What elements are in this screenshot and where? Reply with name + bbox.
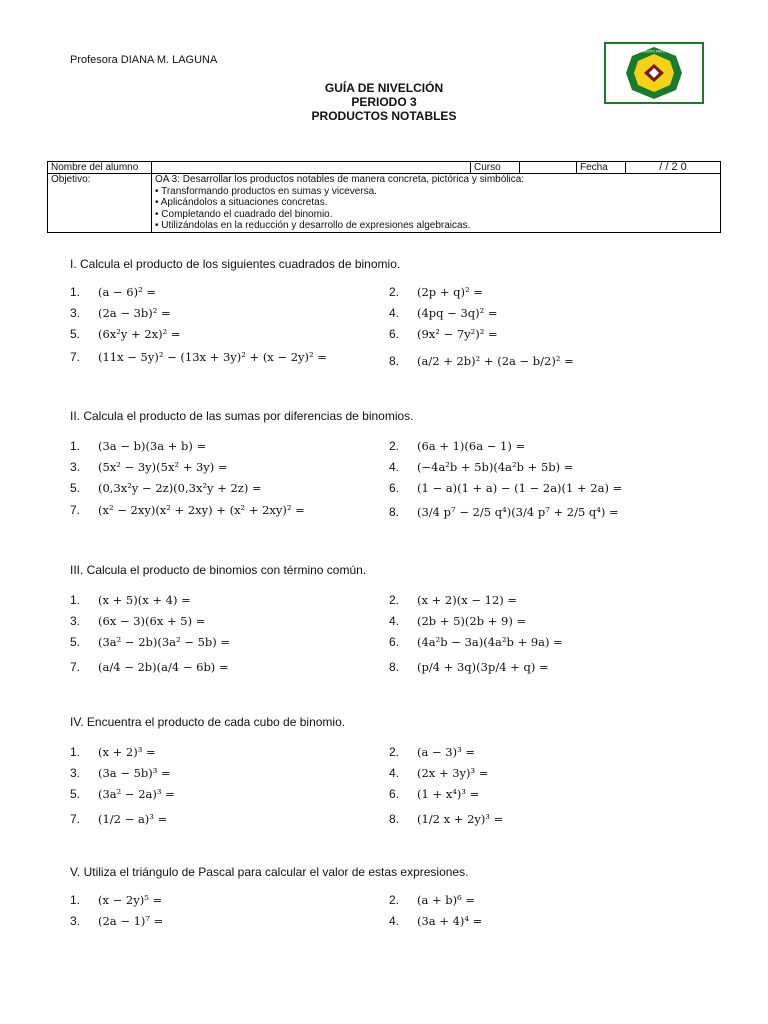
exercise-expression: (1 + x⁴)³ = bbox=[417, 787, 480, 801]
exercise-expression: (−4a²b + 5b)(4a²b + 5b) = bbox=[417, 460, 574, 474]
exercise-expression: (3a − b)(3a + b) = bbox=[98, 439, 207, 453]
exercise-number: 8. bbox=[389, 812, 400, 826]
exercise-expression: (3a + 4)⁴ = bbox=[417, 914, 483, 928]
logo-text: DEPARTAMENTO MATEMÁTICAS bbox=[629, 49, 679, 54]
section-title: I. Calcula el producto de los siguientes cuadrados de binomio. bbox=[70, 257, 401, 271]
exercise-item bbox=[70, 285, 156, 299]
exercise-expression: (a/4 − 2b)(a/4 − 6b) = bbox=[98, 660, 229, 674]
document-title-block bbox=[234, 81, 534, 123]
exercise-expression: (2x + 3y)³ = bbox=[417, 766, 489, 780]
exercise-expression: (x² − 2xy)(x² + 2xy) + (x² + 2xy)² = bbox=[98, 503, 305, 517]
exercise-expression: (a − 6)² = bbox=[98, 285, 156, 299]
exercise-item bbox=[70, 812, 167, 826]
exercise-number: 3. bbox=[70, 914, 81, 928]
exercise-number: 1. bbox=[70, 893, 81, 907]
exercise-item bbox=[389, 327, 498, 341]
exercise-number: 5. bbox=[70, 787, 81, 801]
exercise-item bbox=[70, 481, 262, 495]
exercise-item bbox=[389, 306, 498, 320]
exercise-number: 8. bbox=[389, 354, 400, 368]
exercise-number: 2. bbox=[389, 593, 400, 607]
exercise-number: 4. bbox=[389, 766, 400, 780]
exercise-number: 2. bbox=[389, 439, 400, 453]
exercise-number: 4. bbox=[389, 914, 400, 928]
exercise-item bbox=[389, 660, 549, 674]
exercise-item bbox=[389, 285, 483, 299]
course-field[interactable] bbox=[520, 162, 577, 174]
exercise-number: 3. bbox=[70, 766, 81, 780]
exercise-expression: (6x − 3)(6x + 5) = bbox=[98, 614, 206, 628]
exercise-expression: (3a² − 2a)³ = bbox=[98, 787, 175, 801]
exercise-item bbox=[389, 787, 479, 801]
exercise-expression: (a − 3)³ = bbox=[417, 745, 475, 759]
exercise-item bbox=[70, 460, 228, 474]
exercise-item bbox=[70, 439, 206, 453]
exercise-number: 7. bbox=[70, 503, 81, 517]
exercise-item bbox=[389, 354, 574, 368]
exercise-expression: (a/2 + 2b)² + (2a − b/2)² = bbox=[417, 354, 574, 368]
exercise-item bbox=[70, 635, 230, 649]
exercise-number: 1. bbox=[70, 285, 81, 299]
exercise-item bbox=[389, 893, 475, 907]
exercise-item bbox=[389, 460, 573, 474]
school-logo bbox=[604, 42, 704, 104]
exercise-expression: (4a²b − 3a)(4a²b + 9a) = bbox=[417, 635, 563, 649]
objective-label: Objetivo: bbox=[48, 174, 152, 233]
exercise-expression: (1 − a)(1 + a) − (1 − 2a)(1 + 2a) = bbox=[417, 481, 623, 495]
exercise-expression: (0,3x²y − 2z)(0,3x²y + 2z) = bbox=[98, 481, 262, 495]
date-label: Fecha bbox=[577, 162, 626, 174]
section-title: IV. Encuentra el producto de cada cubo de binomio. bbox=[70, 715, 346, 729]
exercise-item bbox=[389, 593, 517, 607]
exercise-number: 3. bbox=[70, 306, 81, 320]
exercise-number: 5. bbox=[70, 481, 81, 495]
student-name-field[interactable] bbox=[152, 162, 471, 174]
exercise-number: 6. bbox=[389, 635, 400, 649]
exercise-expression: (x + 5)(x + 4) = bbox=[98, 593, 191, 607]
exercise-item bbox=[389, 766, 488, 780]
exercise-expression: (6a + 1)(6a − 1) = bbox=[417, 439, 526, 453]
exercise-item bbox=[389, 635, 563, 649]
exercise-number: 4. bbox=[389, 460, 400, 474]
exercise-item bbox=[70, 593, 191, 607]
exercise-number: 2. bbox=[389, 893, 400, 907]
objective-text bbox=[152, 174, 721, 233]
exercise-expression: (x + 2)³ = bbox=[98, 745, 156, 759]
student-label: Nombre del alumno bbox=[48, 162, 152, 174]
exercise-expression: (11x − 5y)² − (13x + 3y)² + (x − 2y)² = bbox=[98, 350, 327, 364]
exercise-expression: (3a − 5b)³ = bbox=[98, 766, 171, 780]
exercise-item bbox=[70, 914, 163, 928]
exercise-number: 1. bbox=[70, 745, 81, 759]
exercise-number: 8. bbox=[389, 505, 400, 519]
objective-line: • Aplicándolos a situaciones concretas. bbox=[155, 197, 328, 208]
exercise-item bbox=[389, 481, 622, 495]
objective-line: • Transformando productos en sumas y viceversa. bbox=[155, 185, 377, 197]
exercise-number: 6. bbox=[389, 481, 400, 495]
section-title: II. Calcula el producto de las sumas por diferencias de binomios. bbox=[70, 409, 414, 423]
exercise-expression: (x + 2)(x − 12) = bbox=[417, 593, 518, 607]
exercise-number: 7. bbox=[70, 350, 81, 364]
student-info-table bbox=[47, 161, 721, 233]
exercise-item bbox=[389, 812, 503, 826]
exercise-item bbox=[389, 439, 525, 453]
exercise-number: 4. bbox=[389, 306, 400, 320]
exercise-expression: (2a − 1)⁷ = bbox=[98, 914, 164, 928]
exercise-number: 3. bbox=[70, 614, 81, 628]
exercise-item bbox=[70, 745, 156, 759]
exercise-number: 6. bbox=[389, 787, 400, 801]
objective-line: OA 3: Desarrollar los productos notables de manera concreta, pictórica y simbólica: bbox=[155, 174, 525, 185]
exercise-item bbox=[70, 893, 162, 907]
exercise-expression: (1/2 − a)³ = bbox=[98, 812, 168, 826]
exercise-item bbox=[389, 614, 526, 628]
exercise-item bbox=[70, 614, 205, 628]
exercise-expression: (x − 2y)⁵ = bbox=[98, 893, 163, 907]
exercise-item bbox=[70, 350, 327, 364]
section-title: V. Utiliza el triángulo de Pascal para calcular el valor de estas expresiones. bbox=[70, 865, 469, 879]
exercise-expression: (3/4 p⁷ − 2/5 q⁴)(3/4 p⁷ + 2/5 q⁴) = bbox=[417, 505, 619, 519]
exercise-item bbox=[70, 660, 229, 674]
exercise-expression: (2a − 3b)² = bbox=[98, 306, 171, 320]
title-topic: PRODUCTOS NOTABLES bbox=[311, 109, 457, 123]
exercise-number: 2. bbox=[389, 745, 400, 759]
exercise-expression: (6x²y + 2x)² = bbox=[98, 327, 181, 341]
exercise-expression: (5x² − 3y)(5x² + 3y) = bbox=[98, 460, 228, 474]
title-guide: GUÍA DE NIVELCIÓN bbox=[324, 81, 444, 95]
exercise-item bbox=[389, 745, 475, 759]
section-title: III. Calcula el producto de binomios con término común. bbox=[70, 563, 367, 577]
teacher-name: Profesora DIANA M. LAGUNA bbox=[70, 54, 218, 66]
exercise-number: 2. bbox=[389, 285, 400, 299]
exercise-item bbox=[70, 503, 305, 517]
exercise-number: 5. bbox=[70, 635, 81, 649]
exercise-item bbox=[389, 505, 619, 519]
exercise-number: 3. bbox=[70, 460, 81, 474]
exercise-item bbox=[70, 327, 181, 341]
objective-line: • Utilizándolas en la reducción y desarrollo de expresiones algebraicas. bbox=[155, 220, 471, 231]
exercise-item bbox=[389, 914, 482, 928]
exercise-number: 7. bbox=[70, 812, 81, 826]
title-period: PERIODO 3 bbox=[351, 95, 417, 109]
exercise-item bbox=[70, 787, 175, 801]
exercise-number: 5. bbox=[70, 327, 81, 341]
exercise-number: 1. bbox=[70, 439, 81, 453]
exercise-expression: (2p + q)² = bbox=[417, 285, 483, 299]
exercise-number: 8. bbox=[389, 660, 400, 674]
course-label: Curso bbox=[471, 162, 520, 174]
exercise-expression: (4pq − 3q)² = bbox=[417, 306, 498, 320]
exercise-expression: (2b + 5)(2b + 9) = bbox=[417, 614, 527, 628]
exercise-expression: (9x² − 7y²)² = bbox=[417, 327, 498, 341]
exercise-expression: (a + b)⁶ = bbox=[417, 893, 476, 907]
exercise-item bbox=[70, 766, 171, 780]
exercise-number: 6. bbox=[389, 327, 400, 341]
exercise-expression: (1/2 x + 2y)³ = bbox=[417, 812, 504, 826]
exercise-expression: (p/4 + 3q)(3p/4 + q) = bbox=[417, 660, 549, 674]
date-field[interactable]: / / 2 0 bbox=[626, 162, 721, 174]
exercise-number: 7. bbox=[70, 660, 81, 674]
exercise-item bbox=[70, 306, 171, 320]
exercise-number: 4. bbox=[389, 614, 400, 628]
exercise-number: 1. bbox=[70, 593, 81, 607]
objective-line: • Completando el cuadrado del binomio. bbox=[155, 208, 333, 220]
exercise-expression: (3a² − 2b)(3a² − 5b) = bbox=[98, 635, 231, 649]
